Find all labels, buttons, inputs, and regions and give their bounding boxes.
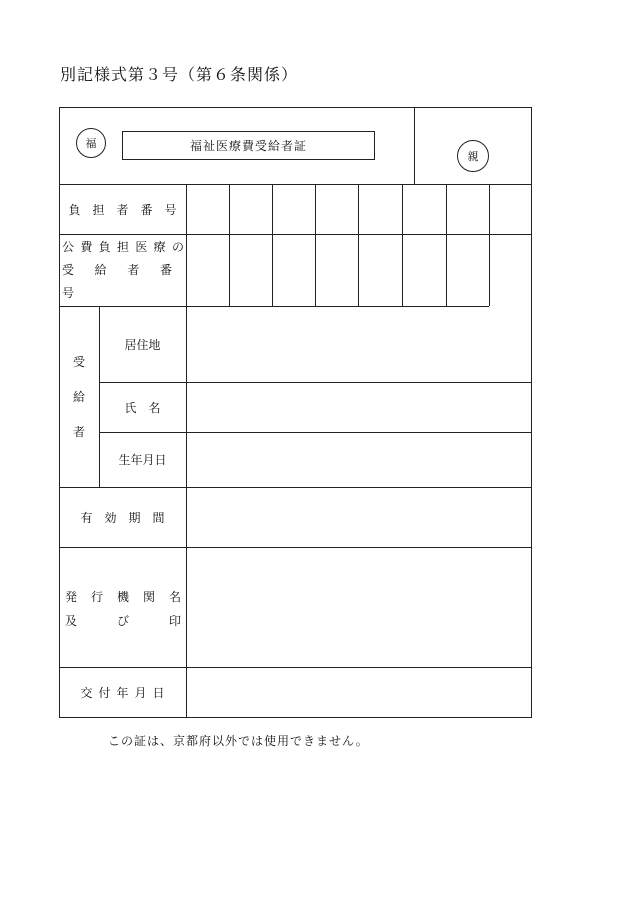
name-text: 氏 名 — [124, 400, 161, 415]
usage-note: この証は、京都府以外では使用できません。 — [108, 734, 369, 748]
char: 番 — [140, 202, 153, 217]
char: 者 — [116, 202, 129, 217]
issuer-label — [65, 585, 181, 633]
char: 期 — [128, 510, 141, 525]
char: 年 — [116, 686, 129, 700]
char: 月 — [134, 686, 147, 700]
char: 付 — [98, 686, 111, 700]
birthdate-text: 生年月日 — [118, 453, 167, 467]
char: 号 — [164, 202, 177, 217]
recipient-number-label — [62, 236, 184, 305]
char: 及 — [65, 614, 78, 628]
char: 療 — [153, 240, 166, 254]
char: 名 — [168, 590, 181, 604]
char: 医 — [135, 240, 148, 254]
char: 担 — [116, 240, 129, 254]
issue-date-label — [59, 667, 186, 718]
char: の — [171, 240, 184, 254]
char: 受 — [72, 355, 85, 369]
digit-cell-divider — [315, 184, 316, 306]
address-text: 居住地 — [124, 337, 161, 352]
seal-right-circle — [457, 140, 489, 172]
address-label — [99, 306, 186, 382]
form-title: 別記様式第３号（第６条関係） — [60, 65, 299, 84]
recipient-group-label — [59, 306, 99, 487]
divider-burden — [59, 234, 532, 235]
char: 日 — [152, 686, 165, 700]
digit-cell-divider — [402, 184, 403, 306]
char: 担 — [92, 202, 105, 217]
char: 費 — [80, 240, 93, 254]
char: 行 — [90, 590, 103, 604]
seal-right-text: 親 — [467, 150, 479, 163]
char: 公 — [62, 240, 75, 254]
char: 負 — [98, 240, 111, 254]
char: 番 — [159, 263, 172, 277]
digit-cell-divider — [229, 184, 230, 306]
char: 受 — [62, 263, 75, 277]
divider-validity — [59, 547, 532, 548]
char: 者 — [72, 425, 85, 439]
char: 給 — [94, 263, 107, 277]
char: 交 — [80, 686, 93, 700]
char: 間 — [152, 510, 165, 525]
char: 機 — [116, 590, 129, 604]
seal-left-text: 福 — [85, 137, 97, 150]
char: 効 — [104, 510, 117, 525]
char: 者 — [127, 263, 140, 277]
char: 給 — [72, 390, 85, 404]
char: 有 — [80, 510, 93, 525]
birthdate-label — [99, 432, 186, 487]
char: び — [116, 614, 129, 628]
char: 負 — [68, 202, 81, 217]
seal-left-circle — [76, 128, 106, 158]
digit-cell-divider — [358, 184, 359, 306]
header-seal-divider — [414, 107, 415, 184]
certificate-title: 福祉医療費受給者証 — [189, 139, 307, 153]
digit-cell-divider — [272, 184, 273, 306]
char: 発 — [65, 590, 78, 604]
label-column-divider — [186, 184, 187, 718]
digit-cell-divider — [489, 184, 490, 306]
char: 関 — [142, 590, 155, 604]
validity-label — [59, 487, 186, 547]
burden-number-label — [59, 184, 186, 234]
name-label — [99, 382, 186, 432]
char: 印 — [168, 614, 181, 628]
certificate-title-box — [122, 131, 375, 160]
char: 号 — [62, 286, 75, 300]
digit-cell-divider — [446, 184, 447, 306]
